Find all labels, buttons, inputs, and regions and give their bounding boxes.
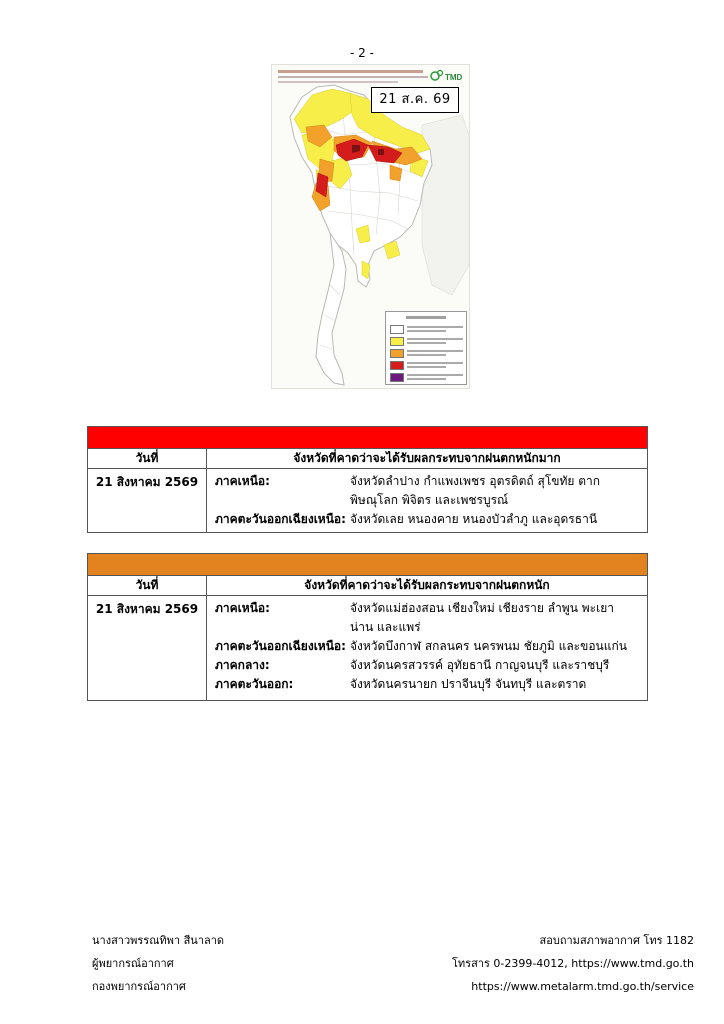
region-name: ภาคตะวันออกเฉียงเหนือ:: [215, 639, 346, 653]
province-line: น่าน และแพร่: [350, 620, 421, 634]
table-header-row: [88, 449, 648, 469]
rain-forecast-map: [271, 64, 470, 389]
province-line: จังหวัดลำปาง กำแพงเพชร อุตรดิตถ์ สุโขทัย ตาก: [350, 474, 601, 488]
province-line: จังหวัดแม่ฮ่องสอน เชียงใหม่ เชียงราย ลำพูน พะเยา: [350, 601, 614, 615]
region-name: ภาคกลาง:: [215, 658, 270, 672]
region-provinces: [350, 637, 643, 656]
provinces-column-header: จังหวัดที่คาดว่าจะได้รับผลกระทบจากฝนตกหนัก: [207, 576, 648, 596]
forecaster-signature-block: [92, 929, 224, 998]
region-list: [207, 596, 648, 701]
legend-item-no-impact: [390, 323, 463, 335]
province-line: จังหวัดนครสวรรค์ อุทัยธานี กาญจนบุรี และราชบุรี: [350, 658, 610, 672]
legend-swatch: [390, 373, 404, 382]
province-line: พิษณุโลก พิจิตร และเพชรบูรณ์: [350, 493, 509, 507]
red-alert-bar: [88, 427, 648, 449]
legend-swatch: [390, 325, 404, 334]
table-color-bar: [88, 554, 648, 576]
date-column-header: วันที่: [88, 576, 207, 596]
orange-alert-bar: [88, 554, 648, 576]
region-provinces: [350, 510, 643, 529]
region-northeastern: [215, 510, 643, 529]
region-northern: [215, 472, 643, 510]
table-row: [88, 596, 648, 701]
province-line: จังหวัดเลย หนองคาย หนองบัวลำภู และอุดรธานี: [350, 512, 598, 526]
forecaster-position: ผู้พยากรณ์อากาศ: [92, 957, 174, 970]
service-url-link[interactable]: https://www.metalarm.tmd.go.th/service: [471, 980, 694, 993]
forecaster-division: กองพยากรณ์อากาศ: [92, 980, 186, 993]
table-row: [88, 469, 648, 533]
forecast-date: 21 สิงหาคม 2569: [88, 469, 207, 533]
legend-item-yellow: [390, 335, 463, 347]
legend-swatch: [390, 349, 404, 358]
region-name: ภาคตะวันออกเฉียงเหนือ:: [215, 512, 346, 526]
provinces-column-header: จังหวัดที่คาดว่าจะได้รับผลกระทบจากฝนตกหนักมาก: [207, 449, 648, 469]
region-northern: [215, 599, 643, 637]
page-number: - 2 -: [350, 46, 374, 60]
province-line: จังหวัดนครนายก ปราจีนบุรี จันทบุรี และตราด: [350, 677, 587, 691]
heavy-rain-table: [87, 553, 648, 701]
legend-swatch: [390, 361, 404, 370]
region-name: ภาคตะวันออก:: [215, 677, 294, 691]
region-provinces: [350, 599, 643, 637]
hotline-text: สอบถามสภาพอากาศ โทร 1182: [539, 934, 694, 947]
forecaster-name: นางสาวพรรณทิพา สีนาลาด: [92, 934, 225, 947]
date-column-header: วันที่: [88, 449, 207, 469]
legend-item-orange: [390, 347, 463, 359]
region-provinces: [350, 472, 643, 510]
very-heavy-rain-table: [87, 426, 648, 533]
region-list: [207, 469, 648, 533]
map-legend: [385, 311, 467, 385]
region-eastern: [215, 675, 643, 694]
region-central: [215, 656, 643, 675]
legend-item-purple: [390, 371, 463, 383]
region-name: ภาคเหนือ:: [215, 601, 270, 615]
region-name: ภาคเหนือ:: [215, 474, 270, 488]
map-date-label: 21 ส.ค. 69: [371, 87, 459, 113]
province-line: จังหวัดบึงกาฬ สกลนคร นครพนม ชัยภูมิ และขอนแก่น: [350, 639, 627, 653]
fax-website-text: โทรสาร 0-2399-4012, https://www.tmd.go.th: [452, 957, 694, 970]
region-provinces: [350, 675, 643, 694]
legend-title-bar: [406, 316, 446, 319]
legend-swatch: [390, 337, 404, 346]
forecast-date: 21 สิงหาคม 2569: [88, 596, 207, 701]
legend-item-red: [390, 359, 463, 371]
region-northeastern: [215, 637, 643, 656]
table-color-bar: [88, 427, 648, 449]
contact-block: [452, 929, 694, 998]
tmd-logo-text: TMD: [445, 73, 463, 82]
table-header-row: [88, 576, 648, 596]
region-provinces: [350, 656, 643, 675]
